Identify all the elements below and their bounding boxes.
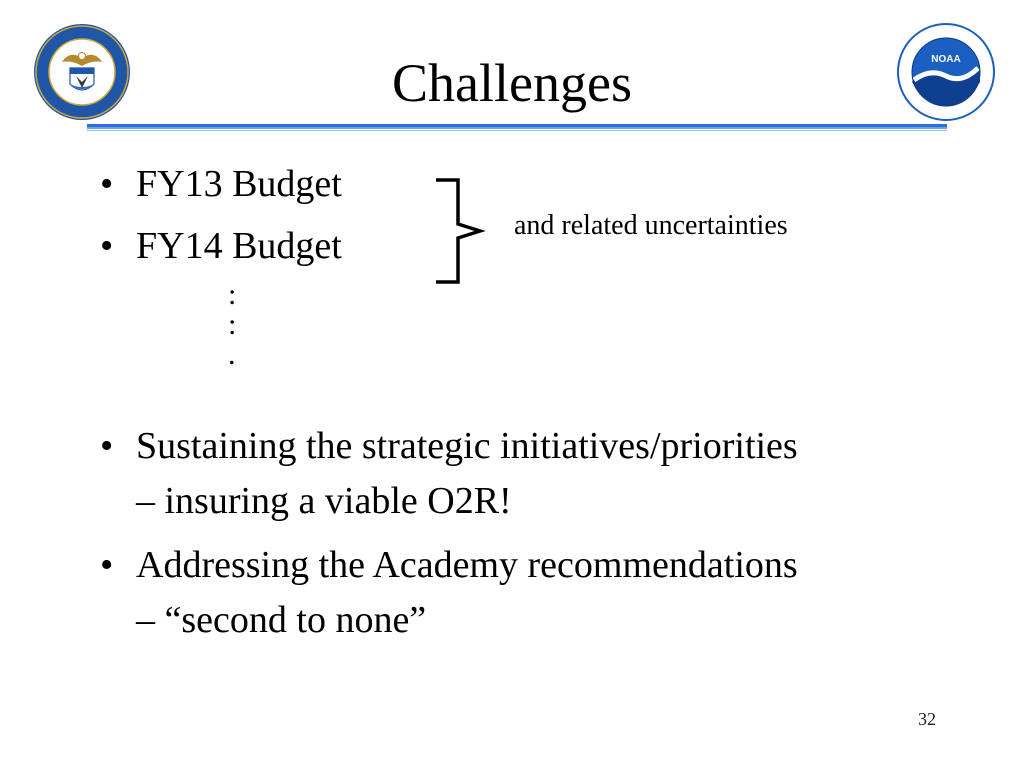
bullet-marker: • bbox=[100, 163, 114, 205]
bullet-marker: • bbox=[100, 425, 114, 467]
ellipsis-dot: . bbox=[228, 338, 236, 371]
right-brace-icon bbox=[430, 176, 490, 286]
bullet-text: FY13 Budget bbox=[136, 163, 342, 205]
title-divider bbox=[87, 124, 947, 129]
ellipsis-dot: : bbox=[228, 308, 237, 341]
bullet-continuation: – “second to none” bbox=[136, 599, 427, 641]
noaa-logo-text: NOAA bbox=[931, 54, 961, 65]
bullet-continuation: – insuring a viable O2R! bbox=[136, 480, 512, 522]
bullet-marker: • bbox=[100, 225, 114, 267]
bullet-marker: • bbox=[100, 544, 114, 586]
slide-title: Challenges bbox=[392, 53, 632, 113]
ellipsis-dot: : bbox=[228, 278, 237, 311]
bullet-text: FY14 Budget bbox=[136, 225, 342, 267]
brace-label: and related uncertainties bbox=[514, 210, 788, 241]
page-number: 32 bbox=[918, 709, 936, 729]
bullet-text: Addressing the Academy recommendations bbox=[136, 544, 798, 586]
vertical-ellipsis bbox=[228, 280, 248, 370]
title-divider-thin bbox=[87, 130, 947, 131]
bullet-text: Sustaining the strategic initiatives/priorities bbox=[136, 425, 798, 467]
